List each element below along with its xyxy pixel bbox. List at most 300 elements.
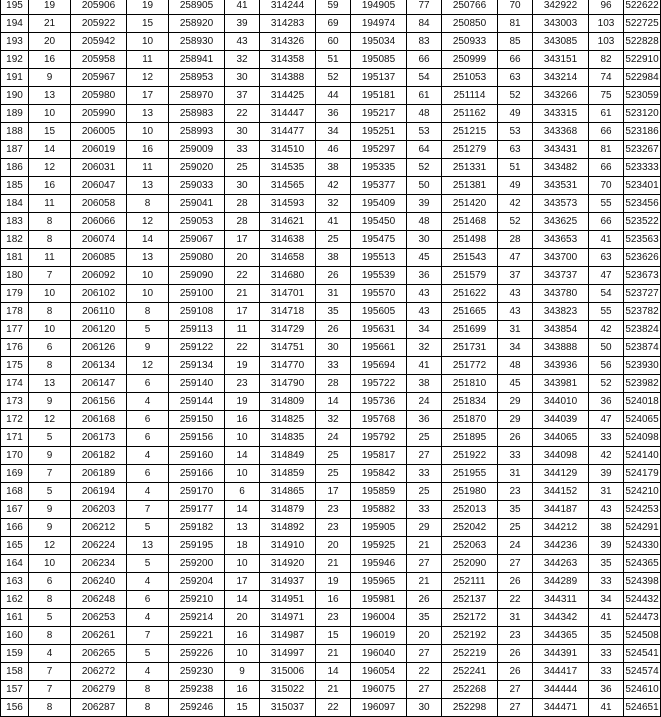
- table-cell: 22: [225, 267, 260, 285]
- table-cell: 32: [407, 339, 442, 357]
- table-cell: 258905: [169, 0, 225, 15]
- table-cell: 23: [316, 609, 351, 627]
- table-row: [1, 663, 661, 681]
- table-cell: 314865: [260, 483, 316, 501]
- table-cell: 259067: [169, 231, 225, 249]
- table-cell: 187: [1, 141, 29, 159]
- table-cell: 314937: [260, 573, 316, 591]
- table-cell: 96: [589, 0, 624, 15]
- table-cell: 34: [498, 339, 533, 357]
- table-cell: 206234: [71, 555, 127, 573]
- table-cell: 206261: [71, 627, 127, 645]
- table-cell: 13: [225, 519, 260, 537]
- table-cell: 251665: [442, 303, 498, 321]
- table-cell: 52: [498, 213, 533, 231]
- table-cell: 167: [1, 501, 29, 519]
- table-cell: 12: [127, 69, 169, 87]
- table-cell: 343625: [533, 213, 589, 231]
- table-row: [1, 177, 661, 195]
- table-cell: 206168: [71, 411, 127, 429]
- table-cell: 28: [498, 231, 533, 249]
- table-cell: 206212: [71, 519, 127, 537]
- table-cell: 53: [407, 123, 442, 141]
- table-cell: 184: [1, 195, 29, 213]
- table-cell: 259166: [169, 465, 225, 483]
- table-cell: 6: [127, 375, 169, 393]
- table-cell: 6: [127, 465, 169, 483]
- table-cell: 23: [316, 501, 351, 519]
- table-cell: 196097: [351, 699, 407, 717]
- table-cell: 259204: [169, 573, 225, 591]
- table-cell: 27: [498, 555, 533, 573]
- table-cell: 206066: [71, 213, 127, 231]
- table-cell: 258983: [169, 105, 225, 123]
- table-cell: 26: [498, 645, 533, 663]
- table-cell: 195925: [351, 537, 407, 555]
- table-cell: 27: [407, 645, 442, 663]
- table-row: [1, 573, 661, 591]
- table-cell: 195661: [351, 339, 407, 357]
- table-cell: 314987: [260, 627, 316, 645]
- table-cell: 5: [29, 483, 71, 501]
- table-cell: 206102: [71, 285, 127, 303]
- table-cell: 41: [407, 357, 442, 375]
- table-cell: 524398: [624, 573, 661, 591]
- table-cell: 21: [316, 645, 351, 663]
- table-cell: 25: [407, 429, 442, 447]
- table-cell: 4: [127, 447, 169, 465]
- table-cell: 27: [407, 447, 442, 465]
- table-cell: 196004: [351, 609, 407, 627]
- table-cell: 252172: [442, 609, 498, 627]
- table-cell: 4: [127, 393, 169, 411]
- table-cell: 195605: [351, 303, 407, 321]
- table-cell: 42: [498, 195, 533, 213]
- table-cell: 17: [225, 231, 260, 249]
- table-cell: 523824: [624, 321, 661, 339]
- table-cell: 9: [29, 447, 71, 465]
- table-cell: 343936: [533, 357, 589, 375]
- table-row: [1, 429, 661, 447]
- table-cell: 26: [316, 321, 351, 339]
- table-cell: 31: [589, 483, 624, 501]
- table-cell: 524574: [624, 663, 661, 681]
- table-cell: 523930: [624, 357, 661, 375]
- table-cell: 43: [589, 501, 624, 519]
- table-cell: 195792: [351, 429, 407, 447]
- table-cell: 314565: [260, 177, 316, 195]
- table-cell: 251895: [442, 429, 498, 447]
- table-cell: 259134: [169, 357, 225, 375]
- table-cell: 70: [589, 177, 624, 195]
- table-cell: 6: [127, 411, 169, 429]
- table-cell: 15: [29, 123, 71, 141]
- table-cell: 343003: [533, 15, 589, 33]
- table-cell: 195539: [351, 267, 407, 285]
- table-cell: 175: [1, 357, 29, 375]
- table-cell: 69: [316, 15, 351, 33]
- table-cell: 206253: [71, 609, 127, 627]
- table-cell: 38: [407, 375, 442, 393]
- table-cell: 179: [1, 285, 29, 303]
- table-cell: 314326: [260, 33, 316, 51]
- table-cell: 314835: [260, 429, 316, 447]
- table-cell: 11: [127, 159, 169, 177]
- table-cell: 166: [1, 519, 29, 537]
- table-cell: 522828: [624, 33, 661, 51]
- table-cell: 205980: [71, 87, 127, 105]
- table-cell: 16: [29, 51, 71, 69]
- table-cell: 185: [1, 177, 29, 195]
- table-cell: 4: [29, 645, 71, 663]
- table-cell: 30: [316, 339, 351, 357]
- table-cell: 523333: [624, 159, 661, 177]
- table-cell: 192: [1, 51, 29, 69]
- table-cell: 36: [316, 105, 351, 123]
- table-cell: 344212: [533, 519, 589, 537]
- table-cell: 195946: [351, 555, 407, 573]
- table-cell: 258970: [169, 87, 225, 105]
- table-cell: 251834: [442, 393, 498, 411]
- table-cell: 259221: [169, 627, 225, 645]
- table-cell: 33: [589, 573, 624, 591]
- table-cell: 343151: [533, 51, 589, 69]
- table-row: [1, 267, 661, 285]
- table-cell: 314790: [260, 375, 316, 393]
- table-cell: 251810: [442, 375, 498, 393]
- table-cell: 259177: [169, 501, 225, 519]
- table-cell: 42: [589, 321, 624, 339]
- table-row: [1, 141, 661, 159]
- table-cell: 59: [316, 0, 351, 15]
- table-cell: 30: [225, 69, 260, 87]
- table-cell: 258920: [169, 15, 225, 33]
- table-cell: 47: [589, 267, 624, 285]
- table-cell: 14: [225, 447, 260, 465]
- table-cell: 205942: [71, 33, 127, 51]
- table-cell: 36: [407, 267, 442, 285]
- table-cell: 259122: [169, 339, 225, 357]
- table-cell: 524065: [624, 411, 661, 429]
- table-cell: 9: [225, 663, 260, 681]
- table-cell: 171: [1, 429, 29, 447]
- table-cell: 523267: [624, 141, 661, 159]
- table-cell: 206058: [71, 195, 127, 213]
- table-cell: 16: [225, 411, 260, 429]
- table-cell: 27: [407, 555, 442, 573]
- table-cell: 258953: [169, 69, 225, 87]
- table-cell: 195631: [351, 321, 407, 339]
- table-cell: 178: [1, 303, 29, 321]
- table-cell: 186: [1, 159, 29, 177]
- table-cell: 63: [498, 69, 533, 87]
- table-cell: 314770: [260, 357, 316, 375]
- table-cell: 523782: [624, 303, 661, 321]
- table-cell: 206224: [71, 537, 127, 555]
- table-row: [1, 231, 661, 249]
- table-cell: 258941: [169, 51, 225, 69]
- table-cell: 13: [29, 87, 71, 105]
- table-cell: 22: [498, 591, 533, 609]
- table-cell: 344010: [533, 393, 589, 411]
- table-cell: 314510: [260, 141, 316, 159]
- table-cell: 19: [127, 0, 169, 15]
- table-cell: 314535: [260, 159, 316, 177]
- table-cell: 259041: [169, 195, 225, 213]
- table-cell: 7: [127, 627, 169, 645]
- table-cell: 39: [407, 195, 442, 213]
- table-cell: 60: [316, 33, 351, 51]
- table-cell: 206085: [71, 249, 127, 267]
- table-row: [1, 681, 661, 699]
- table-cell: 180: [1, 267, 29, 285]
- table-cell: 6: [29, 573, 71, 591]
- table-cell: 183: [1, 213, 29, 231]
- table-cell: 11: [225, 321, 260, 339]
- table-cell: 195981: [351, 591, 407, 609]
- table-cell: 14: [127, 231, 169, 249]
- table-cell: 522725: [624, 15, 661, 33]
- table-cell: 523401: [624, 177, 661, 195]
- table-cell: 344263: [533, 555, 589, 573]
- table-cell: 48: [407, 105, 442, 123]
- table-cell: 523626: [624, 249, 661, 267]
- table-cell: 24: [407, 393, 442, 411]
- table-cell: 189: [1, 105, 29, 123]
- table-cell: 61: [407, 87, 442, 105]
- table-cell: 314809: [260, 393, 316, 411]
- table-cell: 344471: [533, 699, 589, 717]
- table-row: [1, 321, 661, 339]
- table-cell: 259170: [169, 483, 225, 501]
- table-cell: 21: [29, 15, 71, 33]
- table-row: [1, 285, 661, 303]
- table-cell: 252137: [442, 591, 498, 609]
- table-cell: 522910: [624, 51, 661, 69]
- table-cell: 188: [1, 123, 29, 141]
- table-cell: 206120: [71, 321, 127, 339]
- table-cell: 23: [316, 519, 351, 537]
- table-cell: 103: [589, 33, 624, 51]
- table-cell: 158: [1, 663, 29, 681]
- table-row: [1, 123, 661, 141]
- table-cell: 29: [498, 393, 533, 411]
- table-cell: 26: [498, 573, 533, 591]
- table-cell: 252063: [442, 537, 498, 555]
- table-cell: 8: [127, 699, 169, 717]
- table-cell: 522984: [624, 69, 661, 87]
- table-cell: 315037: [260, 699, 316, 717]
- table-cell: 343653: [533, 231, 589, 249]
- table-cell: 343431: [533, 141, 589, 159]
- table-cell: 66: [407, 51, 442, 69]
- table-cell: 66: [589, 123, 624, 141]
- table-cell: 206265: [71, 645, 127, 663]
- table-row: [1, 501, 661, 519]
- table-cell: 343981: [533, 375, 589, 393]
- table-cell: 38: [589, 519, 624, 537]
- table-cell: 4: [127, 573, 169, 591]
- table-cell: 46: [316, 141, 351, 159]
- table-cell: 29: [407, 519, 442, 537]
- table-cell: 30: [407, 699, 442, 717]
- table-cell: 252090: [442, 555, 498, 573]
- table-cell: 523059: [624, 87, 661, 105]
- table-cell: 252111: [442, 573, 498, 591]
- table-cell: 28: [225, 213, 260, 231]
- table-cell: 43: [498, 303, 533, 321]
- table-cell: 206126: [71, 339, 127, 357]
- table-cell: 51: [498, 159, 533, 177]
- table-cell: 314859: [260, 465, 316, 483]
- table-cell: 314477: [260, 123, 316, 141]
- table-cell: 12: [29, 537, 71, 555]
- table-cell: 252013: [442, 501, 498, 519]
- table-cell: 44: [316, 87, 351, 105]
- table-cell: 314447: [260, 105, 316, 123]
- table-cell: 24: [316, 429, 351, 447]
- table-cell: 25: [407, 483, 442, 501]
- table-cell: 344444: [533, 681, 589, 699]
- table-cell: 39: [589, 465, 624, 483]
- table-cell: 5: [29, 609, 71, 627]
- table-cell: 77: [407, 0, 442, 15]
- table-cell: 344289: [533, 573, 589, 591]
- table-cell: 10: [225, 429, 260, 447]
- table-cell: 259090: [169, 267, 225, 285]
- table-cell: 259140: [169, 375, 225, 393]
- table-cell: 5: [127, 321, 169, 339]
- table-cell: 17: [127, 87, 169, 105]
- table-cell: 259182: [169, 519, 225, 537]
- table-cell: 196075: [351, 681, 407, 699]
- table-cell: 8: [127, 195, 169, 213]
- table-cell: 206074: [71, 231, 127, 249]
- table-cell: 343085: [533, 33, 589, 51]
- table-cell: 314593: [260, 195, 316, 213]
- table-cell: 23: [225, 375, 260, 393]
- table-cell: 251579: [442, 267, 498, 285]
- table-row: [1, 465, 661, 483]
- table-cell: 11: [127, 51, 169, 69]
- table-cell: 195450: [351, 213, 407, 231]
- table-cell: 251772: [442, 357, 498, 375]
- table-cell: 45: [498, 375, 533, 393]
- table-cell: 64: [407, 141, 442, 159]
- table-cell: 170: [1, 447, 29, 465]
- table-cell: 24: [498, 537, 533, 555]
- table-cell: 259108: [169, 303, 225, 321]
- table-cell: 43: [498, 285, 533, 303]
- table-cell: 20: [225, 609, 260, 627]
- table-cell: 26: [407, 591, 442, 609]
- table-cell: 16: [29, 177, 71, 195]
- table-cell: 160: [1, 627, 29, 645]
- table-cell: 252219: [442, 645, 498, 663]
- table-cell: 70: [498, 0, 533, 15]
- table-cell: 195034: [351, 33, 407, 51]
- table-cell: 174: [1, 375, 29, 393]
- table-cell: 251731: [442, 339, 498, 357]
- table-row: [1, 699, 661, 717]
- table-cell: 314658: [260, 249, 316, 267]
- table-cell: 259150: [169, 411, 225, 429]
- table-cell: 81: [498, 15, 533, 33]
- table-cell: 343737: [533, 267, 589, 285]
- table-cell: 14: [225, 501, 260, 519]
- table-cell: 251543: [442, 249, 498, 267]
- table-cell: 10: [29, 105, 71, 123]
- table-cell: 157: [1, 681, 29, 699]
- table-cell: 165: [1, 537, 29, 555]
- table-cell: 259210: [169, 591, 225, 609]
- table-cell: 32: [316, 411, 351, 429]
- table-cell: 205906: [71, 0, 127, 15]
- table-cell: 41: [589, 609, 624, 627]
- table-cell: 251980: [442, 483, 498, 501]
- table-row: [1, 213, 661, 231]
- table-cell: 259113: [169, 321, 225, 339]
- table-cell: 20: [407, 627, 442, 645]
- table-cell: 251215: [442, 123, 498, 141]
- table-row: [1, 15, 661, 33]
- table-cell: 195905: [351, 519, 407, 537]
- table-cell: 251498: [442, 231, 498, 249]
- table-cell: 9: [127, 339, 169, 357]
- table-cell: 13: [29, 375, 71, 393]
- table-cell: 523120: [624, 105, 661, 123]
- table-cell: 61: [589, 105, 624, 123]
- table-cell: 315006: [260, 663, 316, 681]
- table-cell: 251699: [442, 321, 498, 339]
- table-cell: 25: [225, 159, 260, 177]
- table-cell: 52: [589, 375, 624, 393]
- table-cell: 168: [1, 483, 29, 501]
- table-row: [1, 537, 661, 555]
- table-cell: 23: [498, 483, 533, 501]
- table-cell: 10: [225, 465, 260, 483]
- table-cell: 10: [127, 123, 169, 141]
- table-cell: 251922: [442, 447, 498, 465]
- table-cell: 524018: [624, 393, 661, 411]
- table-cell: 314910: [260, 537, 316, 555]
- table-cell: 6: [225, 483, 260, 501]
- table-cell: 343823: [533, 303, 589, 321]
- table-cell: 251955: [442, 465, 498, 483]
- table-cell: 11: [29, 195, 71, 213]
- table-cell: 173: [1, 393, 29, 411]
- table-cell: 251870: [442, 411, 498, 429]
- table-cell: 85: [498, 33, 533, 51]
- table-row: [1, 609, 661, 627]
- table-cell: 252192: [442, 627, 498, 645]
- table-cell: 251381: [442, 177, 498, 195]
- table-cell: 28: [316, 375, 351, 393]
- table-cell: 343780: [533, 285, 589, 303]
- table-cell: 7: [29, 267, 71, 285]
- table-row: [1, 393, 661, 411]
- table-cell: 164: [1, 555, 29, 573]
- table-cell: 194974: [351, 15, 407, 33]
- table-cell: 314701: [260, 285, 316, 303]
- table-cell: 83: [407, 33, 442, 51]
- table-cell: 7: [29, 681, 71, 699]
- table-cell: 343214: [533, 69, 589, 87]
- table-cell: 191: [1, 69, 29, 87]
- table-row: [1, 555, 661, 573]
- table-cell: 344311: [533, 591, 589, 609]
- table-cell: 195217: [351, 105, 407, 123]
